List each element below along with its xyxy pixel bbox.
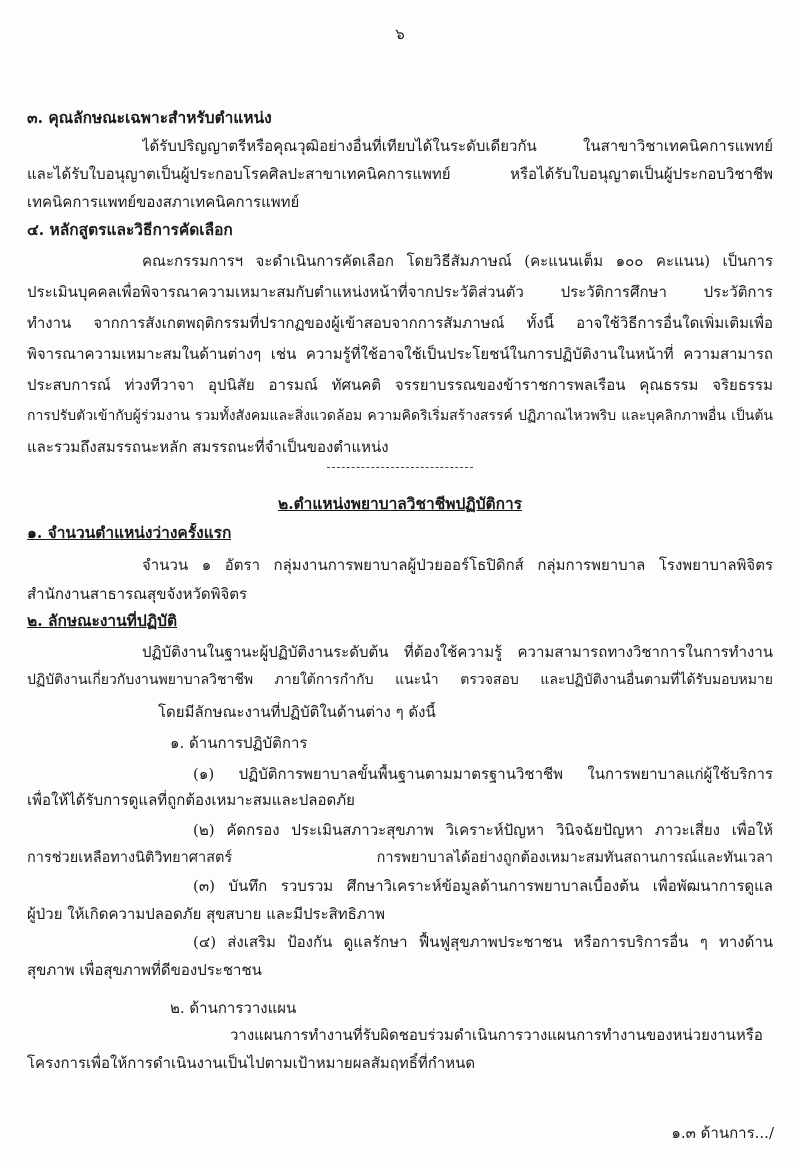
paragraph-line: สำนักงานสาธารณสุขจังหวัดพิจิตร xyxy=(27,585,248,603)
paragraph-line: พิจารณาความเหมาะสมในด้านต่างๆ เช่น ความรู้ที่ใช้อาจใช้เป็นประโยชน์ในการปฏิบัติงานในหน้าที่ ความสามารถ xyxy=(27,345,773,363)
section-divider xyxy=(327,467,473,468)
heading-qualifications: ๓. คุณลักษณะเฉพาะสำหรับตำแหน่ง xyxy=(27,108,272,127)
list-item-line: (๑) ปฏิบัติการพยาบาลขั้นพื้นฐานตามมาตรฐานวิชาชีพ ในการพยาบาลแก่ผู้ใช้บริการ xyxy=(193,765,773,783)
list-item-line: (๒) คัดกรอง ประเมินสภาวะสุขภาพ วิเคราะห์ปัญหา วินิจฉัยปัญหา ภาวะเสี่ยง เพื่อให้ xyxy=(193,821,773,839)
position-title: ๒.ตำแหน่งพยาบาลวิชาชีพปฏิบัติการ xyxy=(277,494,523,513)
paragraph-line: และรวมถึงสมรรถนะหลัก สมรรถนะที่จำเป็นของตำแหน่ง xyxy=(27,438,389,456)
paragraph-line: ปฏิบัติงานเกี่ยวกับงานพยาบาลวิชาชีพ ภายใต้การกำกับ แนะนำ ตรวจสอบ และปฏิบัติงานอื่นตามที่ได้รับมอบหมาย xyxy=(27,672,773,688)
paragraph-line: เทคนิคการแพทย์ของสภาเทคนิคการแพทย์ xyxy=(27,193,300,211)
list-item-line: เพื่อให้ได้รับการดูแลที่ถูกต้องเหมาะสมและปลอดภัย xyxy=(27,791,355,809)
heading-selection-method: ๔. หลักสูตรและวิธีการคัดเลือก xyxy=(27,220,233,239)
paragraph-line: ได้รับปริญญาตรีหรือคุณวุฒิอย่างอื่นที่เทียบได้ในระดับเดียวกัน ในสาขาวิชาเทคนิคการแพทย์ xyxy=(142,137,773,155)
paragraph-line: ประสบการณ์ ท่วงทีวาจา อุปนิสัย อารมณ์ ทัศนคติ จรรยาบรรณของข้าราชการพลเรือน คุณธรรม จริยธรรม xyxy=(27,376,773,394)
paragraph-line: คณะกรรมการฯ จะดำเนินการคัดเลือก โดยวิธีสัมภาษณ์ (คะแนนเต็ม ๑๐๐ คะแนน) เป็นการ xyxy=(142,252,773,270)
list-item-line: การช่วยเหลือทางนิติวิทยาศาสตร์ การพยาบาลได้อย่างถูกต้องเหมาะสมทันสถานการณ์และทันเวลา xyxy=(27,850,773,866)
subheading-operations: ๑. ด้านการปฏิบัติการ xyxy=(170,734,308,752)
page-number: ๖ xyxy=(395,25,405,43)
subheading-planning: ๒. ด้านการวางแผน xyxy=(170,999,297,1017)
paragraph-line: และได้รับใบอนุญาตเป็นผู้ประกอบโรคศิลปะสาขาเทคนิคการแพทย์ หรือได้รับใบอนุญาตเป็นผู้ประกอบวิชาชีพ xyxy=(27,165,773,183)
paragraph-line: จำนวน ๑ อัตรา กลุ่มงานการพยาบาลผู้ป่วยออร์โธปิดิกส์ กลุ่มการพยาบาล โรงพยาบาลพิจิตร xyxy=(142,556,773,574)
list-item-line: สุขภาพ เพื่อสุขภาพที่ดีของประชาชน xyxy=(27,961,262,979)
list-item-line: (๓) บันทึก รวบรวม ศึกษาวิเคราะห์ข้อมูลด้านการพยาบาลเบื้องต้น เพื่อพัฒนาการดูแล xyxy=(193,877,773,895)
paragraph-line: ปฏิบัติงานในฐานะผู้ปฏิบัติงานระดับต้น ที่ต้องใช้ความรู้ ความสามารถทางวิชาการในการทำงาน xyxy=(142,643,773,661)
heading-vacancies: ๑. จำนวนตำแหน่งว่างครั้งแรก xyxy=(27,523,232,542)
paragraph-line: ประเมินบุคคลเพื่อพิจารณาความเหมาะสมกับตำแหน่งหน้าที่จากประวัติส่วนตัว ประวัติการศึกษา ประวัติการ xyxy=(27,283,773,301)
continuation-footer: ๑.๓ ด้านการ.../ xyxy=(671,1124,774,1142)
paragraph-line: การปรับตัวเข้ากับผู้ร่วมงาน รวมทั้งสังคมและสิ่งแวดล้อม ความคิดริเริ่มสร้างสรรค์ ปฏิภาณไหวพริบ และบุคลิกภาพอื่น เป็นต้น xyxy=(27,408,773,424)
intro-line: โดยมีลักษณะงานที่ปฏิบัติในด้านต่าง ๆ ดังนี้ xyxy=(158,703,436,721)
paragraph-line: ทำงาน จากการสังเกตพฤติกรรมที่ปรากฏของผู้เข้าสอบจากการสัมภาษณ์ ทั้งนี้ อาจใช้วิธีการอื่นใดเพิ่มเติมเพื่อ xyxy=(27,314,773,332)
list-item-line: ผู้ป่วย ให้เกิดความปลอดภัย สุขสบาย และมีประสิทธิภาพ xyxy=(27,905,386,923)
list-item-line: (๔) ส่งเสริม ป้องกัน ดูแลรักษา ฟื้นฟูสุขภาพประชาชน หรือการบริการอื่น ๆ ทางด้าน xyxy=(193,933,773,951)
heading-job-description: ๒. ลักษณะงานที่ปฏิบัติ xyxy=(27,611,178,630)
paragraph-line: โครงการเพื่อให้การดำเนินงานเป็นไปตามเป้าหมายผลสัมฤทธิ์ที่กำหนด xyxy=(27,1054,476,1072)
paragraph-line: วางแผนการทำงานที่รับผิดชอบร่วมดำเนินการวางแผนการทำงานของหน่วยงานหรือ xyxy=(230,1026,763,1044)
